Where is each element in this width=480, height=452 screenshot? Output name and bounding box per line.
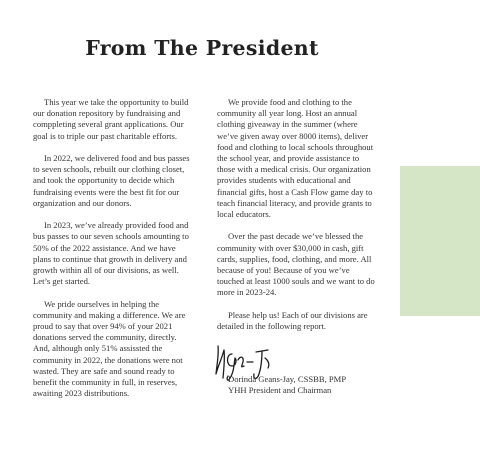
paragraph: Over the past decade we’ve blessed the community with over $30,000 in cash, gift cards, supplies, food, clothing, and more. All because of you! Because of you we’ve touched at least 1000 souls and we want to do more in 2023-24. [217, 231, 375, 298]
right-column [217, 97, 377, 343]
signature-block [228, 374, 346, 396]
paragraph: We provide food and clothing to the community all year long. Host an annual clothing giveaway in the summer (where we’ve given away over 8000 items), deliver food and clothing to local schools throughout the school year, and provide assistance to those with a medical crisis. Our organization provides students with educational and financial gifts, host a Cash Flow game day to teach financial literacy, and provide grants to local educators. [217, 97, 374, 220]
signer-role: YHH President and Chairman [228, 385, 332, 396]
signer-name: Dorinda Geans-Jay, CSSBB, PMP [228, 374, 347, 384]
left-column [33, 97, 193, 411]
paragraph: In 2023, we’ve already provided food and bus passes to our seven schools amounting to 50% of the 2022 assistance. And we have plans to continue that growth in delivery and growth within all of our divisions, as well. Let’s get started. [33, 220, 189, 287]
paragraph: This year we take the opportunity to build our donation repository by fundraising and comppleting several grant applications. Our goal is to triple our past charitable efforts. [33, 97, 189, 141]
paragraph: In 2022, we delivered food and bus passes to seven schools, rebuilt our clothing closet, and took the opportunity to decide which fundraising events were the best fit for our organization and our donors. [33, 153, 190, 208]
paragraph: Please help us! Each of our divisions are detailed in the following report. [217, 309, 368, 332]
green-accent-panel [400, 166, 480, 316]
page-title: From The President [85, 36, 319, 60]
paragraph: We pride ourselves in helping the community and making a difference. We are proud to say that over 94% of your 2021 donations served the community, directly. And, although only 51% assissted the community in 2022, the donations were not wasted. They are safe and sound ready to benefit the community in full, in reserves, awaiting 2023 distributions. [33, 298, 186, 399]
